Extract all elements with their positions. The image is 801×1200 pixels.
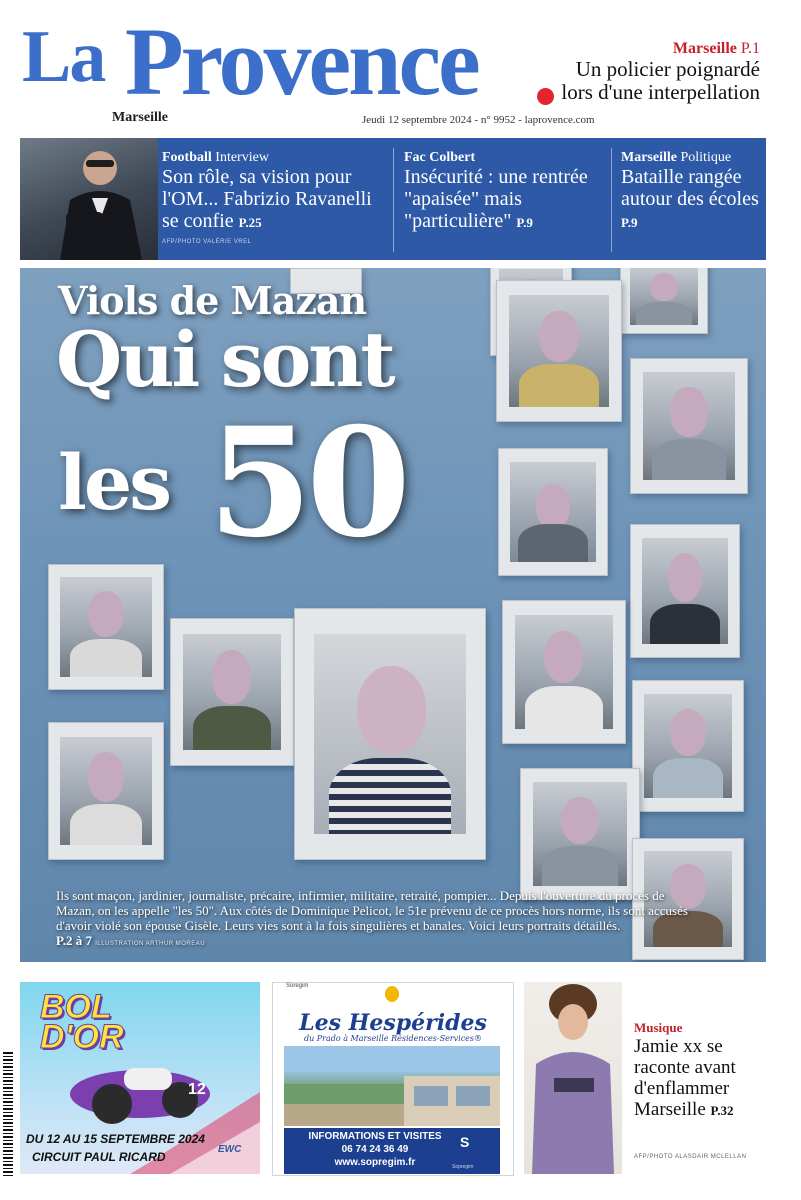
portrait-frame <box>294 608 486 860</box>
top-news-page: P.1 <box>740 40 760 57</box>
main-lede-text: Ils sont maçon, jardinier, journaliste, précaire, infirmier, militaire, retraité, pompier... Depuis l'ouverture du procès de Mazan, on les appelle "les 50". Aux côtés de Dominique Pelicot, le 51e prévenu de ce procès hors norme, ils sont accusés d'avoir violé son épouse Gisèle. Leurs vies sont à la fois singulières et banales. Voici leurs portraits détaillés. <box>56 888 688 933</box>
sopregim-logo-sub: Sopregim <box>452 1164 474 1170</box>
main-lede-credit: ILLUSTRATION ARTHUR MOREAU <box>95 941 206 947</box>
teaser-title-text: Insécurité : une rentrée "apaisée" mais "particulière" <box>404 166 588 232</box>
hesperides-info <box>290 1130 460 1169</box>
teaser-kicker-bold: Marseille <box>621 150 677 165</box>
sopregim-logo: S <box>460 1134 470 1150</box>
teaser-kicker-bold: Fac Colbert <box>404 150 476 165</box>
teaser-kicker-rest: Politique <box>680 150 732 165</box>
hesperides-website[interactable]: www.sopregim.fr <box>334 1157 416 1168</box>
bol-dor-dates: DU 12 AU 15 SEPTEMBRE 2024 <box>26 1132 205 1146</box>
music-title: Jamie xx se raconte avant d'enflammer Marseille <box>634 1036 736 1120</box>
portrait-frame <box>170 618 294 766</box>
hesperides-title: Les Hespérides <box>299 1010 487 1036</box>
hesperides-photo <box>284 1046 500 1126</box>
logo-la: La <box>22 16 105 98</box>
teaser-title-text: Bataille rangée autour des écoles <box>621 166 759 210</box>
teaser-football[interactable] <box>162 150 388 234</box>
hesperides-info-line: INFORMATIONS ET VISITES <box>308 1131 442 1142</box>
portrait-frame <box>630 358 748 494</box>
teaser-title-text: Son rôle, sa vision pour l'OM... Fabrizio Ravanelli se confie <box>162 166 372 232</box>
music-page: P.32 <box>710 1103 734 1118</box>
teaser-fac-colbert[interactable] <box>404 150 608 234</box>
main-headline-line1[interactable]: Qui sont <box>56 315 393 404</box>
music-kicker: Musique <box>634 1020 683 1035</box>
golden-apple-icon <box>385 986 399 1002</box>
music-credit: AFP/PHOTO ALASDAIR MCLELLAN <box>634 1154 747 1160</box>
portrait-frame <box>520 768 640 900</box>
top-news-title[interactable]: Un policier poignardé lors d'une interpellation <box>561 57 760 104</box>
portrait-frame <box>620 268 708 334</box>
main-headline-line2[interactable]: les <box>58 438 170 527</box>
portrait-frame <box>496 280 622 422</box>
main-lede-pages: P.2 à 7 <box>56 933 92 948</box>
portrait-frame <box>48 722 164 860</box>
top-news-city: Marseille <box>672 40 737 57</box>
hesperides-small-label: Soregim <box>286 983 309 989</box>
portrait-frame <box>630 524 740 658</box>
svg-text:12: 12 <box>188 1081 206 1098</box>
top-news-kicker <box>560 40 760 58</box>
teaser-kicker <box>404 150 608 166</box>
teaser-kicker <box>621 150 761 166</box>
teaser-ecoles[interactable] <box>621 150 761 234</box>
bol-dor-sponsor: EWC <box>218 1144 242 1155</box>
teaser-kicker <box>162 150 388 166</box>
teaser-page: P.25 <box>238 215 262 230</box>
teaser-page: P.9 <box>516 215 533 230</box>
ravanelli-photo <box>20 138 158 260</box>
bol-dor-logo-line2: D'OR <box>40 1018 124 1056</box>
bol-dor-logo-line1: BOL <box>40 988 112 1026</box>
portrait-frame <box>48 564 164 690</box>
teaser-divider <box>611 148 612 252</box>
edition-label: Marseille <box>112 110 168 125</box>
teaser-divider <box>393 148 394 252</box>
portrait-frame <box>632 680 744 812</box>
main-kicker: Viols de Mazan <box>58 278 367 323</box>
main-headline-number[interactable]: 50 <box>208 395 405 571</box>
teaser-page: P.9 <box>621 215 638 230</box>
barcode <box>3 1052 13 1176</box>
portrait-frame <box>502 600 626 744</box>
logo-dot <box>537 88 554 105</box>
teaser-title <box>404 166 608 234</box>
music-teaser[interactable] <box>634 1036 766 1121</box>
teaser-kicker-rest: Interview <box>215 150 269 165</box>
hesperides-subtitle: du Prado à Marseille Résidences-Services® <box>303 1034 483 1043</box>
bol-dor-logo <box>40 988 124 1056</box>
jamie-xx-photo <box>524 982 622 1174</box>
dateline: Jeudi 12 septembre 2024 - n° 9952 - laprovence.com <box>362 114 595 126</box>
portrait-frame <box>498 448 608 576</box>
hesperides-phone[interactable]: 06 74 24 36 49 <box>341 1144 409 1155</box>
bol-dor-place: CIRCUIT PAUL RICARD <box>32 1150 166 1164</box>
teaser-title <box>162 166 388 234</box>
teaser-title <box>621 166 761 234</box>
teaser-1-credit: AFP/PHOTO VALÉRIE VREL <box>162 239 252 245</box>
teaser-kicker-bold: Football <box>162 150 212 165</box>
main-lede <box>56 888 696 952</box>
logo-provence: Provence <box>125 8 478 115</box>
